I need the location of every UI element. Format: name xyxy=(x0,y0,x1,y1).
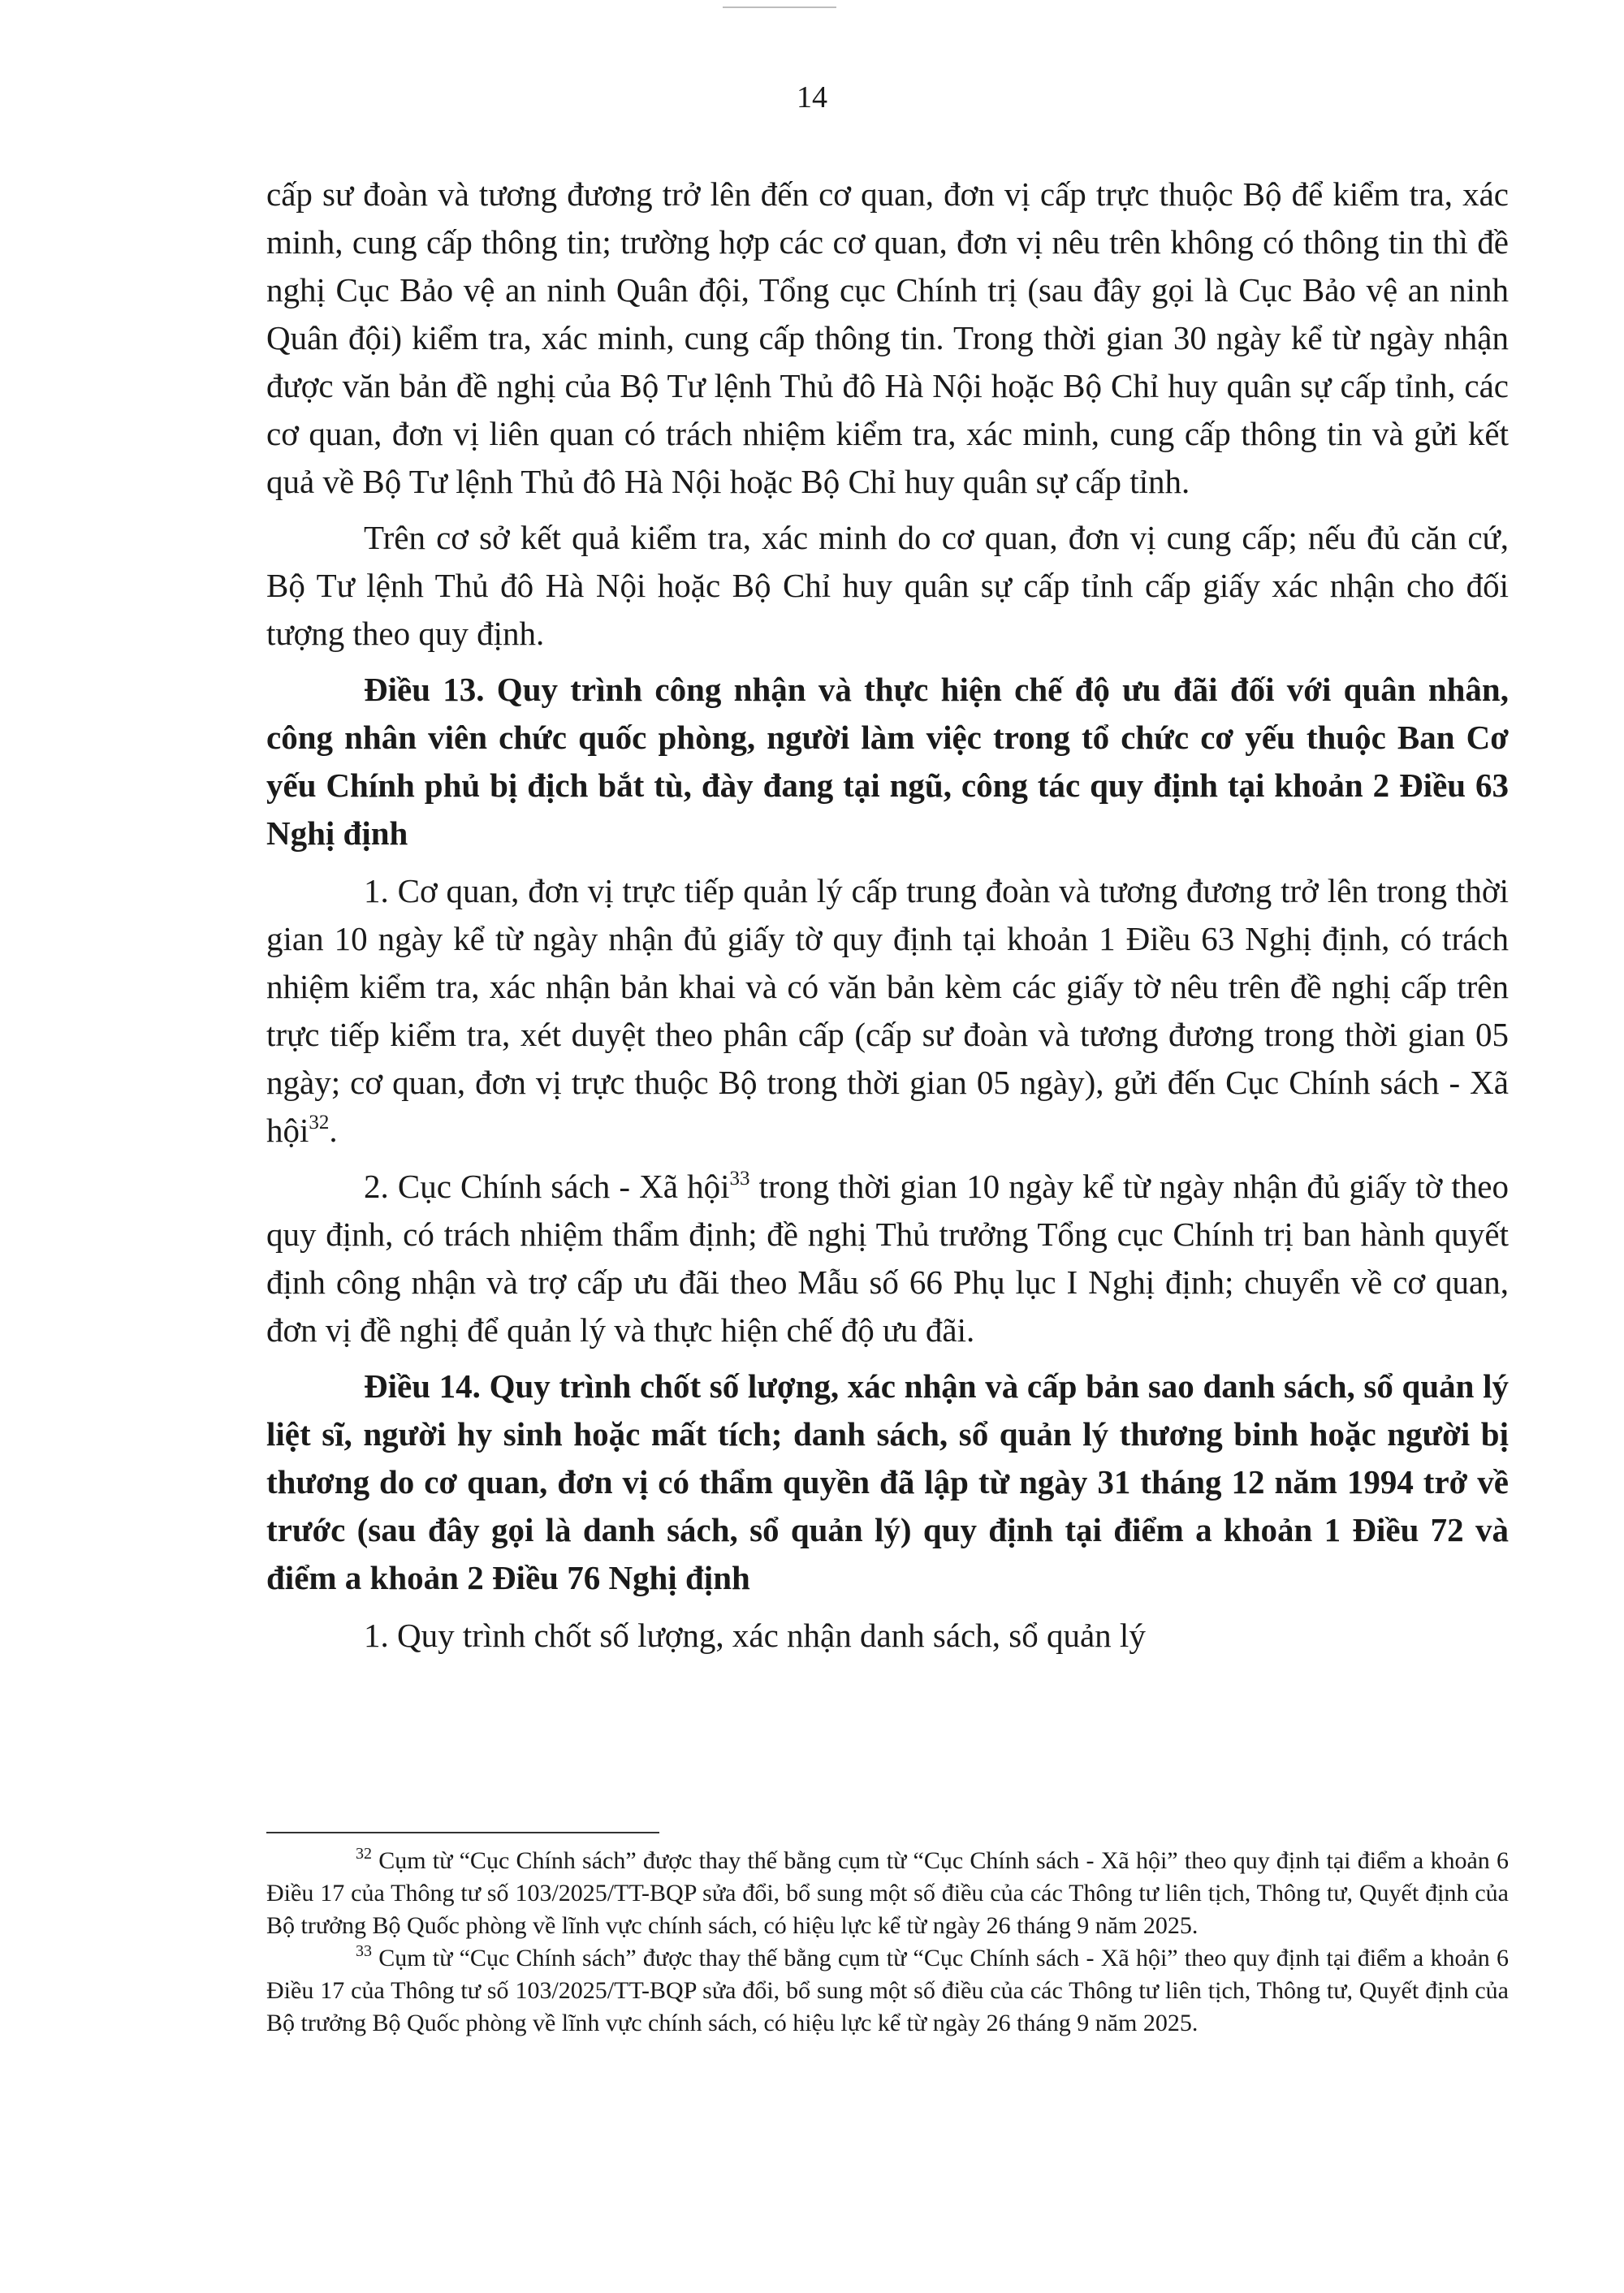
clause-start: 2. Cục Chính sách - Xã hội xyxy=(364,1168,730,1205)
article-14-clause-1: 1. Quy trình chốt số lượng, xác nhận danh sách, sổ quản lý xyxy=(364,1617,1146,1654)
paragraph-continuation: cấp sư đoàn và tương đương trở lên đến cơ quan, đơn vị cấp trực thuộc Bộ để kiểm tra, xác minh, cung cấp thông tin; trường hợp các cơ quan, đơn vị nêu trên không có thông tin thì đề nghị Cục Bảo vệ an ninh Quân đội, Tổng cục Chính trị (sau đây gọi là Cục Bảo vệ an ninh Quân đội) kiểm tra, xác minh, cung cấp thông tin. Trong thời gian 30 ngày kể từ ngày nhận được văn bản đề nghị của Bộ Tư lệnh Thủ đô Hà Nội hoặc Bộ Chỉ huy quân sự cấp tỉnh, các cơ quan, đơn vị liên quan có trách nhiệm kiểm tra, xác minh, cung cấp thông tin và gửi kết quả về Bộ Tư lệnh Thủ đô Hà Nội hoặc Bộ Chỉ huy quân sự cấp tỉnh. xyxy=(266,175,1509,500)
article-13-clause-1 xyxy=(266,867,1509,1155)
clause-rest: trong thời gian 10 ngày kể từ ngày nhận đủ giấy tờ theo quy định, có trách nhiệm thẩm định; đề nghị Thủ trưởng Tổng cục Chính trị ban hành quyết định công nhận và trợ cấp ưu đãi theo Mẫu số 66 Phụ lục I Nghị định; chuyển về cơ quan, đơn vị đề nghị để quản lý và thực hiện chế độ ưu đãi. xyxy=(266,1168,1509,1349)
footnote-separator xyxy=(266,1832,659,1833)
footnote-ref-32[interactable]: 32 xyxy=(309,1112,330,1134)
paragraph-verification-result: Trên cơ sở kết quả kiểm tra, xác minh do cơ quan, đơn vị cung cấp; nếu đủ căn cứ, Bộ Tư lệnh Thủ đô Hà Nội hoặc Bộ Chỉ huy quân sự cấp tỉnh cấp giấy xác nhận cho đối tượng theo quy định. xyxy=(266,519,1509,652)
footnote-33 xyxy=(266,1942,1509,2040)
footnote-32 xyxy=(266,1845,1509,1942)
article-13-clause-2 xyxy=(266,1163,1509,1354)
article-13-heading: Điều 13. Quy trình công nhận và thực hiện chế độ ưu đãi đối với quân nhân, công nhân viên chức quốc phòng, người làm việc trong tổ chức cơ yếu thuộc Ban Cơ yếu Chính phủ bị địch bắt tù, đày đang tại ngũ, công tác quy định tại khoản 2 Điều 63 Nghị định xyxy=(266,671,1509,852)
footnote-ref-33[interactable]: 33 xyxy=(729,1168,750,1190)
document-body xyxy=(266,171,1509,1668)
clause-text: 1. Cơ quan, đơn vị trực tiếp quản lý cấp trung đoàn và tương đương trở lên trong thời gian 10 ngày kể từ ngày nhận đủ giấy tờ quy định tại khoản 1 Điều 63 Nghị định, có trách nhiệm kiểm tra, xác nhận bản khai và có văn bản kèm các giấy tờ nêu trên đề nghị cấp trên trực tiếp kiểm tra, xét duyệt theo phân cấp (cấp sư đoàn và tương đương trong thời gian 05 ngày; cơ quan, đơn vị trực thuộc Bộ trong thời gian 05 ngày), gửi đến Cục Chính sách - Xã hội xyxy=(266,872,1509,1149)
footnote-text: Cụm từ “Cục Chính sách” được thay thế bằng cụm từ “Cục Chính sách - Xã hội” theo quy định tại điểm a khoản 6 Điều 17 của Thông tư số 103/2025/TT-BQP sửa đổi, bổ sung một số điều của các Thông tư liên tịch, Thông tư, Quyết định của Bộ trưởng Bộ Quốc phòng về lĩnh vực chính sách, có hiệu lực kể từ ngày 26 tháng 9 năm 2025. xyxy=(266,1945,1509,2036)
page-number: 14 xyxy=(797,80,827,114)
top-divider xyxy=(723,6,836,8)
footnote-text: Cụm từ “Cục Chính sách” được thay thế bằng cụm từ “Cục Chính sách - Xã hội” theo quy định tại điểm a khoản 6 Điều 17 của Thông tư số 103/2025/TT-BQP sửa đổi, bổ sung một số điều của các Thông tư liên tịch, Thông tư, Quyết định của Bộ trưởng Bộ Quốc phòng về lĩnh vực chính sách, có hiệu lực kể từ ngày 26 tháng 9 năm 2025. xyxy=(266,1847,1509,1939)
footnotes xyxy=(266,1845,1509,2040)
article-14-heading: Điều 14. Quy trình chốt số lượng, xác nhận và cấp bản sao danh sách, sổ quản lý liệt sĩ, người hy sinh hoặc mất tích; danh sách, sổ quản lý thương binh hoặc người bị thương do cơ quan, đơn vị có thẩm quyền đã lập từ ngày 31 tháng 12 năm 1994 trở về trước (sau đây gọi là danh sách, sổ quản lý) quy định tại điểm a khoản 1 Điều 72 và điểm a khoản 2 Điều 76 Nghị định xyxy=(266,1367,1509,1596)
footnote-number: 33 xyxy=(356,1942,372,1960)
footnote-number: 32 xyxy=(356,1845,372,1863)
clause-end: . xyxy=(329,1112,338,1149)
